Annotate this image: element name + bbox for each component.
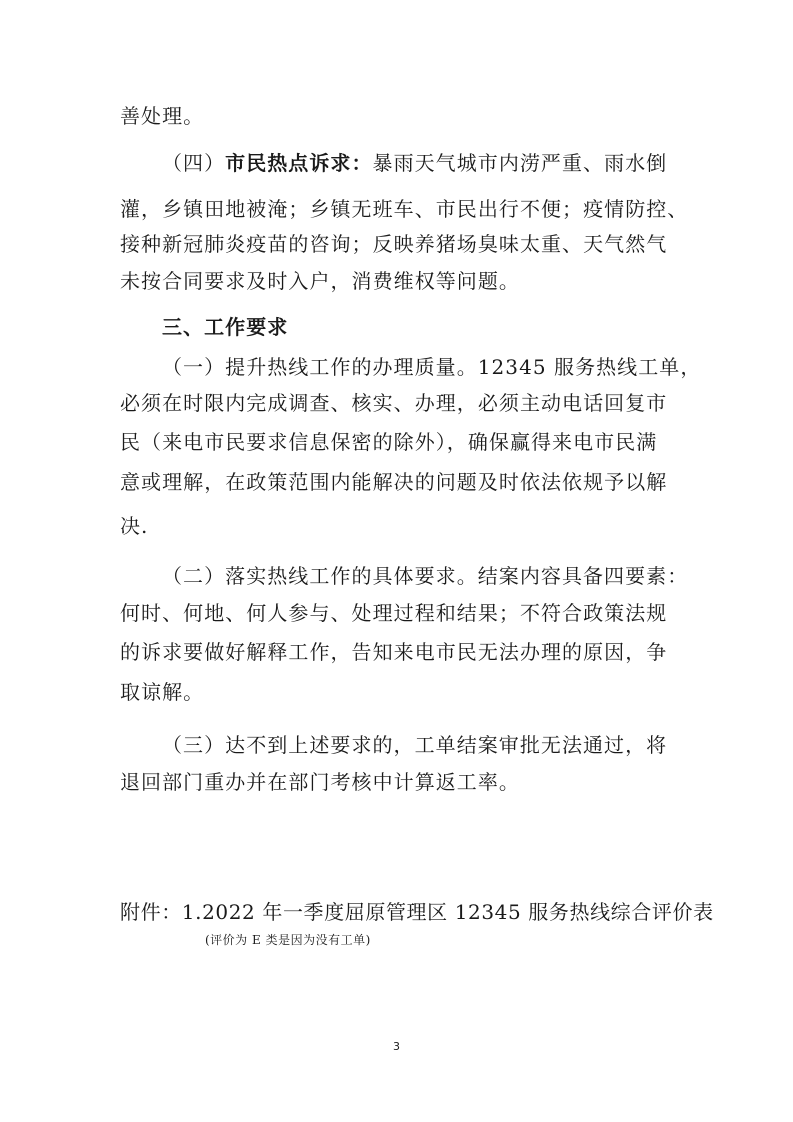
body-line: 意或理解，在政策范围内能解决的问题及时依法依规予以解 <box>120 470 668 494</box>
body-line: 民（来电市民要求信息保密的除外），确保赢得来电市民满 <box>120 430 658 454</box>
body-line: 必须在时限内完成调查、核实、办理，必须主动电话回复市 <box>120 391 668 415</box>
body-line: 接种新冠肺炎疫苗的咨询；反映养猪场臭味太重、天气然气 <box>120 232 668 256</box>
attachment-line: 附件：1.2022 年一季度屈原管理区 12345 服务热线综合评价表 <box>120 900 714 924</box>
page-number: 3 <box>393 1040 400 1053</box>
body-line: 何时、何地、何人参与、处理过程和结果；不符合政策法规 <box>120 601 668 625</box>
paragraph-four-label: （四） <box>162 151 226 175</box>
paragraph-four-line <box>162 151 667 175</box>
body-line: 的诉求要做好解释工作，告知来电市民无法办理的原因，争 <box>120 640 668 664</box>
body-line: 善处理。 <box>120 104 205 128</box>
attachment-note: (评价为 E 类是因为没有工单) <box>205 933 371 947</box>
body-line: 退回部门重办并在部门考核中计算返工率。 <box>120 770 520 794</box>
body-line: 灌，乡镇田地被淹；乡镇无班车、市民出行不便；疫情防控、 <box>120 197 689 221</box>
body-line: 决. <box>120 514 149 538</box>
body-line: 未按合同要求及时入户，消费维权等问题。 <box>120 269 520 293</box>
body-line: （二）落实热线工作的具体要求。结案内容具备四要素： <box>162 564 689 588</box>
paragraph-four-bold-heading: 市民热点诉求： <box>225 151 373 175</box>
body-line: （三）达不到上述要求的，工单结案审批无法通过，将 <box>162 733 668 757</box>
body-line: 取谅解。 <box>120 680 205 704</box>
body-line: （一）提升热线工作的办理质量。12345 服务热线工单， <box>162 355 702 379</box>
paragraph-four-text: 暴雨天气城市内涝严重、雨水倒 <box>372 151 668 175</box>
section-heading: 三、工作要求 <box>162 315 289 339</box>
